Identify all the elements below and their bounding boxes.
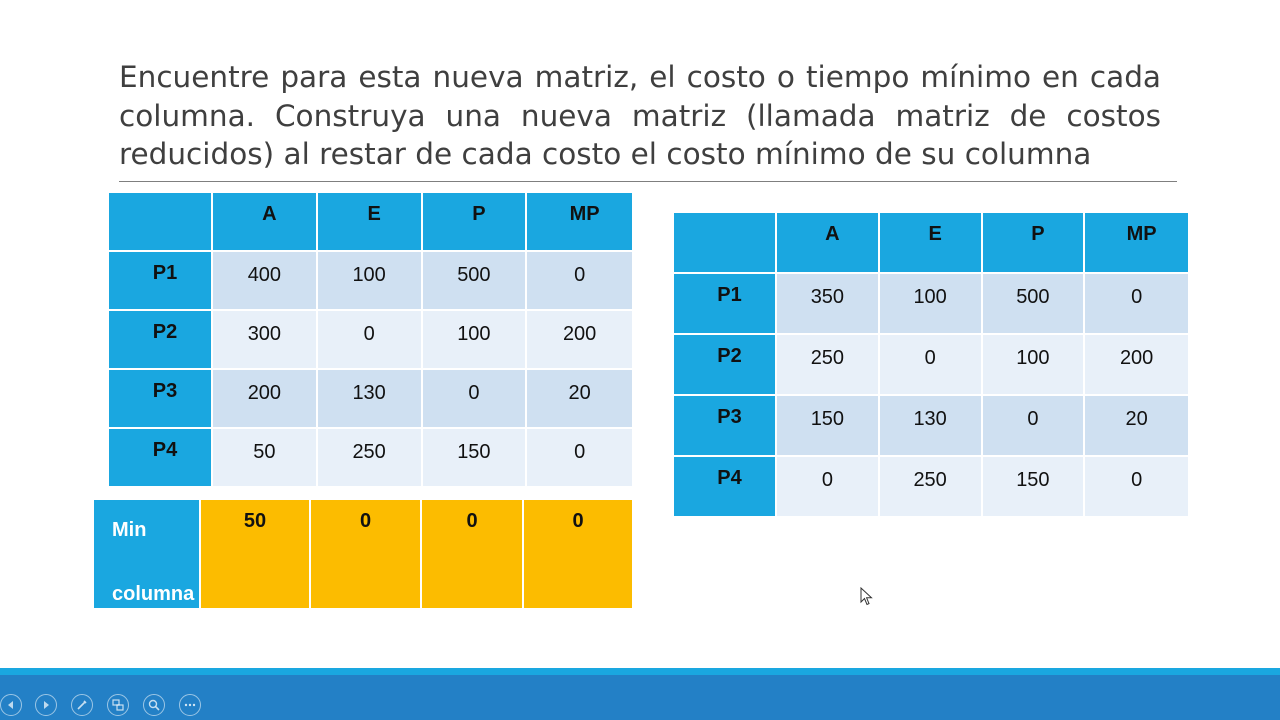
- cost-cell: 0: [983, 396, 1086, 457]
- column-header: P: [983, 213, 1086, 274]
- row-header: P2: [674, 335, 777, 396]
- column-header: P: [423, 193, 528, 252]
- min-value-cell: 0: [311, 500, 422, 608]
- column-header: A: [213, 193, 318, 252]
- cost-cell: 150: [777, 396, 880, 457]
- cost-matrix-table: [109, 193, 632, 486]
- cost-cell: 20: [527, 370, 632, 429]
- cost-cell: 150: [423, 429, 528, 486]
- min-value-cell: 50: [201, 500, 311, 608]
- cost-cell: 0: [527, 252, 632, 311]
- cost-cell: 400: [213, 252, 318, 311]
- column-header: MP: [1085, 213, 1188, 274]
- title-divider: [119, 181, 1177, 182]
- cost-cell: 350: [777, 274, 880, 335]
- table-row: [674, 396, 1188, 457]
- zoom-icon[interactable]: [143, 694, 165, 716]
- cost-cell: 250: [880, 457, 983, 516]
- cost-cell: 0: [880, 335, 983, 396]
- table-row: [109, 429, 632, 486]
- cost-cell: 500: [423, 252, 528, 311]
- cost-cell: 500: [983, 274, 1086, 335]
- row-header: P1: [109, 252, 213, 311]
- min-column-label: Min columna: [94, 500, 201, 608]
- cost-cell: 130: [318, 370, 423, 429]
- corner-cell: [109, 193, 213, 252]
- min-value-cell: 0: [422, 500, 524, 608]
- column-header: A: [777, 213, 880, 274]
- cost-cell: 150: [983, 457, 1086, 516]
- cost-cell: 300: [213, 311, 318, 370]
- previous-icon[interactable]: [0, 694, 22, 716]
- row-header: P3: [674, 396, 777, 457]
- cost-cell: 0: [777, 457, 880, 516]
- cost-cell: 0: [318, 311, 423, 370]
- table-row: [674, 335, 1188, 396]
- cost-cell: 20: [1085, 396, 1188, 457]
- cost-cell: 0: [1085, 274, 1188, 335]
- more-icon[interactable]: [179, 694, 201, 716]
- cost-cell: 50: [213, 429, 318, 486]
- cost-cell: 100: [880, 274, 983, 335]
- table-row: [674, 274, 1188, 335]
- table-row: [674, 457, 1188, 516]
- cost-cell: 250: [777, 335, 880, 396]
- cost-cell: 250: [318, 429, 423, 486]
- column-header: MP: [527, 193, 632, 252]
- slides-icon[interactable]: [107, 694, 129, 716]
- row-header: P2: [109, 311, 213, 370]
- row-header: P4: [674, 457, 777, 516]
- cost-cell: 200: [1085, 335, 1188, 396]
- cost-cell: 0: [1085, 457, 1188, 516]
- table-row: [109, 311, 632, 370]
- min-column-table: [94, 500, 632, 608]
- row-header: P1: [674, 274, 777, 335]
- table-row: [109, 370, 632, 429]
- column-header: E: [318, 193, 423, 252]
- pen-icon[interactable]: [71, 694, 93, 716]
- cost-cell: 100: [983, 335, 1086, 396]
- cost-cell: 100: [318, 252, 423, 311]
- cost-cell: 0: [527, 429, 632, 486]
- row-header: P3: [109, 370, 213, 429]
- presentation-toolbar: [0, 668, 1280, 720]
- cost-cell: 200: [527, 311, 632, 370]
- corner-cell: [674, 213, 777, 274]
- cost-cell: 130: [880, 396, 983, 457]
- slide-title: Encuentre para esta nueva matriz, el costo o tiempo mínimo en cada columna. Construya una nueva matriz (llamada matriz de costos reducidos) al restar de cada costo el costo mínimo de su columna: [119, 60, 1161, 171]
- mouse-cursor-icon: [860, 587, 874, 607]
- reduced-cost-matrix-table: [674, 213, 1188, 516]
- row-header: P4: [109, 429, 213, 486]
- cost-cell: 100: [423, 311, 528, 370]
- cost-cell: 200: [213, 370, 318, 429]
- table-row: [109, 252, 632, 311]
- toolbar-accent-bar: [0, 668, 1280, 675]
- min-value-cell: 0: [524, 500, 632, 608]
- next-icon[interactable]: [35, 694, 57, 716]
- column-header: E: [880, 213, 983, 274]
- cost-cell: 0: [423, 370, 528, 429]
